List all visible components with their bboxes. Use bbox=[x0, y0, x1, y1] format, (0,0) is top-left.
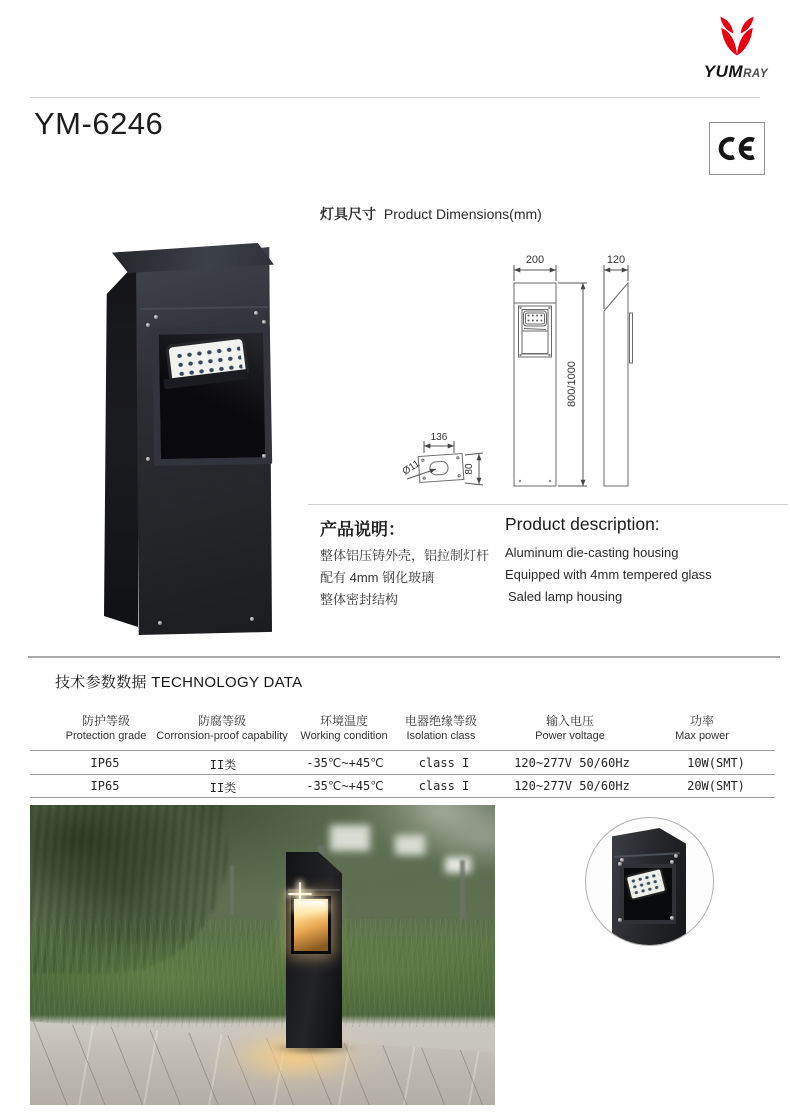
yumray-wordmark bbox=[704, 62, 768, 82]
description-divider bbox=[308, 504, 788, 505]
description-en-line: Equipped with 4mm tempered glass bbox=[505, 567, 712, 582]
house-blur bbox=[445, 857, 471, 873]
screw-dot bbox=[670, 860, 674, 864]
table-cell: -35℃~+45℃ bbox=[306, 756, 384, 770]
dim-base-depth-label: 80 bbox=[464, 463, 475, 475]
product-model-title: YM-6246 bbox=[34, 106, 164, 141]
screw-dot bbox=[250, 617, 254, 621]
yumray-logo-icon bbox=[708, 14, 766, 62]
screw-dot bbox=[158, 621, 162, 625]
column-header-en: Isolation class bbox=[406, 730, 476, 742]
column-header-zh: 防腐等级 bbox=[197, 714, 247, 728]
column-header bbox=[300, 712, 387, 742]
house-blur bbox=[395, 835, 425, 855]
lamp-window-closeup bbox=[620, 864, 676, 924]
description-zh-line: 整体密封结构 bbox=[320, 592, 399, 607]
table-cell: 120~277V 50/60Hz bbox=[514, 756, 630, 770]
column-header bbox=[66, 712, 147, 742]
grass bbox=[30, 919, 495, 1027]
dim-hole-label: Ø11 bbox=[400, 458, 422, 478]
table-cell: 10W(SMT) bbox=[687, 756, 745, 770]
detail-inset-circle bbox=[585, 817, 714, 946]
table-cell: 20W(SMT) bbox=[687, 779, 745, 793]
light-sparkle bbox=[288, 882, 312, 906]
dimension-drawing bbox=[395, 243, 685, 505]
technology-section-title: 技术参数数据 TECHNOLOGY DATA bbox=[55, 674, 303, 691]
column-header-en: Working condition bbox=[300, 730, 388, 742]
column-header bbox=[675, 712, 729, 742]
screw-dot bbox=[670, 916, 674, 920]
ce-mark-glyph bbox=[717, 135, 757, 162]
logo-text-yum: YUM bbox=[703, 62, 744, 81]
dimensions-section-title bbox=[320, 204, 542, 224]
screw-dot bbox=[146, 457, 150, 461]
dimensions-title-zh: 灯具尺寸 bbox=[320, 206, 376, 222]
column-header-en: Protection grade bbox=[65, 730, 147, 742]
column-header-en: Corronsion-proof capability bbox=[156, 730, 288, 742]
screw-dot bbox=[674, 854, 678, 858]
base-plate-outline bbox=[418, 453, 464, 482]
column-header bbox=[156, 712, 287, 742]
table-rule bbox=[30, 797, 775, 798]
tree-trunk bbox=[460, 860, 465, 920]
table-cell: class I bbox=[418, 779, 470, 793]
table-rule bbox=[30, 774, 775, 775]
led-dot-grid bbox=[629, 872, 662, 897]
column-header-zh: 输入电压 bbox=[545, 714, 594, 728]
dimensions-title-en: Product Dimensions(mm) bbox=[383, 206, 542, 222]
screw-dot bbox=[262, 320, 266, 324]
table-cell: class I bbox=[418, 756, 470, 770]
product-photo bbox=[98, 243, 288, 635]
screw-dot bbox=[146, 323, 150, 327]
screw-dot bbox=[254, 311, 258, 315]
tree-trunk bbox=[230, 865, 234, 915]
column-header-zh: 功率 bbox=[689, 714, 715, 728]
description-en-line: Aluminum die-casting housing bbox=[505, 545, 679, 560]
column-header-zh: 电器绝缘等级 bbox=[404, 714, 478, 728]
description-zh-line: 配有 4mm 钢化玻璃 bbox=[320, 570, 435, 585]
house-blur bbox=[330, 825, 370, 851]
ce-mark bbox=[709, 122, 765, 175]
screw-dot bbox=[262, 454, 266, 458]
column-header bbox=[405, 712, 477, 742]
table-rule bbox=[30, 750, 775, 751]
screw-dot bbox=[618, 918, 622, 922]
logo-text-ray: RAY bbox=[743, 68, 768, 80]
dim-base-width-label: 136 bbox=[430, 432, 448, 443]
table-cell: II类 bbox=[209, 758, 237, 772]
table-cell: II类 bbox=[209, 781, 237, 795]
column-header-en: Power voltage bbox=[535, 730, 605, 742]
column-header-zh: 防护等级 bbox=[81, 714, 130, 728]
led-module-closeup bbox=[624, 867, 667, 901]
bollard-lamp bbox=[286, 852, 342, 1048]
column-header bbox=[535, 712, 605, 742]
dim-width-label: 200 bbox=[525, 254, 545, 266]
table-cell: 120~277V 50/60Hz bbox=[514, 779, 630, 793]
side-view-outline bbox=[604, 283, 628, 486]
description-en-line: Saled lamp housing bbox=[508, 589, 623, 604]
screw-dot bbox=[154, 315, 158, 319]
dim-depth-label: 120 bbox=[606, 254, 626, 266]
dim-height-label: 800/1000 bbox=[566, 361, 578, 407]
description-title-zh: 产品说明： bbox=[320, 520, 405, 539]
lamp-window bbox=[152, 326, 272, 466]
screw-dot bbox=[618, 862, 622, 866]
header-divider bbox=[30, 97, 760, 98]
description-title-en: Product description: bbox=[505, 514, 660, 534]
application-photo bbox=[30, 805, 495, 1105]
lamp-side-face bbox=[104, 261, 138, 627]
technology-divider bbox=[28, 656, 780, 658]
column-header-zh: 环境温度 bbox=[319, 714, 369, 728]
table-cell: IP65 bbox=[90, 756, 120, 770]
table-cell: -35℃~+45℃ bbox=[306, 779, 384, 793]
technology-table bbox=[30, 706, 775, 798]
description-zh-line: 整体铝压铸外壳，铝拉制灯杆 bbox=[320, 548, 490, 563]
table-cell: IP65 bbox=[90, 779, 120, 793]
column-header-en: Max power bbox=[675, 730, 729, 742]
